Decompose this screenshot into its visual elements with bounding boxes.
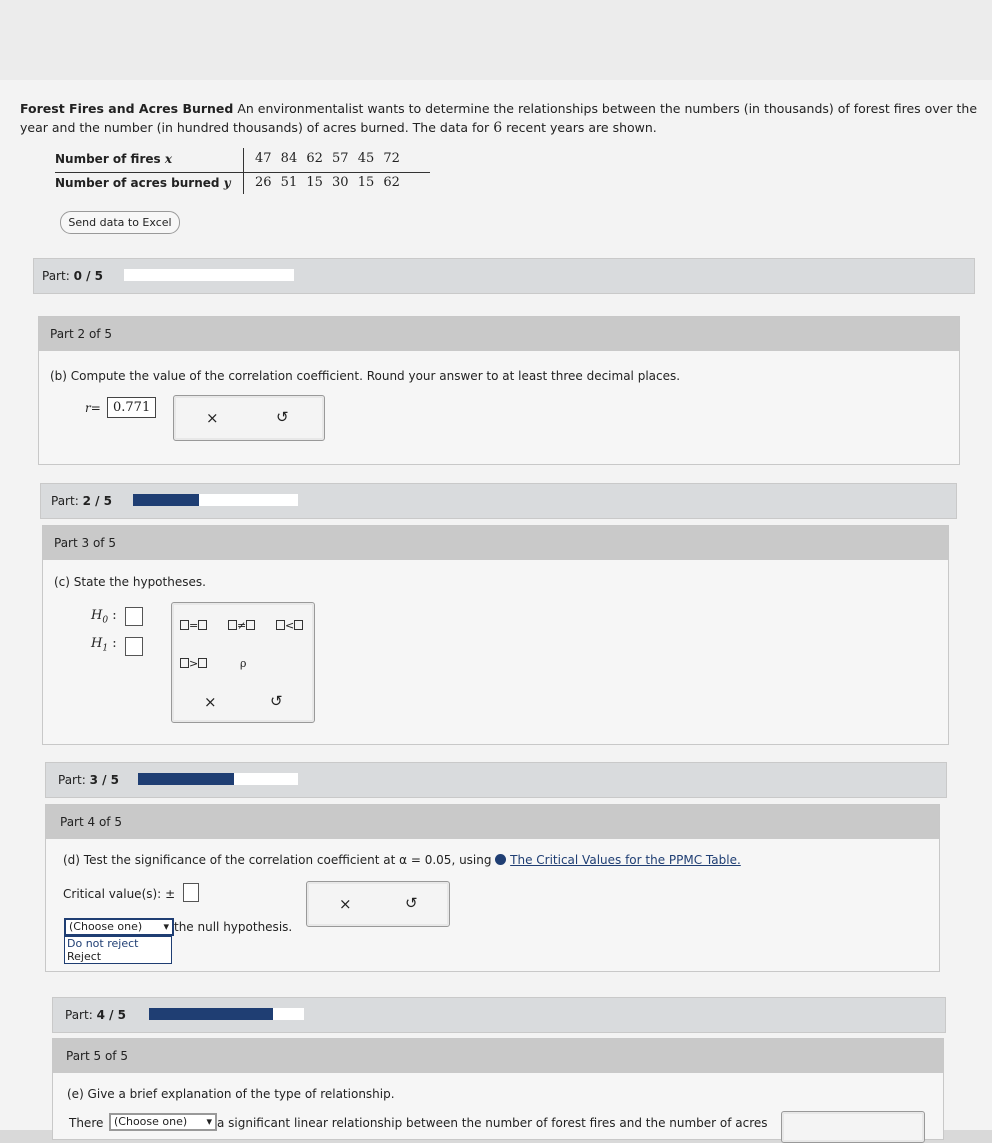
decision-suffix: the null hypothesis. bbox=[174, 920, 293, 934]
decision-select[interactable]: (Choose one) ▾ bbox=[64, 918, 174, 936]
h0-label: $H_0$ : bbox=[91, 608, 117, 626]
clear-icon[interactable]: × bbox=[339, 895, 352, 913]
send-to-excel-button[interactable]: Send data to Excel bbox=[60, 211, 180, 234]
part5-question: (e) Give a brief explanation of the type of relationship. bbox=[67, 1087, 395, 1101]
progress-track bbox=[149, 1008, 304, 1020]
progress-fill bbox=[133, 494, 199, 506]
critical-values-link[interactable]: The Critical Values for the PPMC Table. bbox=[510, 853, 741, 867]
problem-statement bbox=[20, 99, 980, 138]
problem-title: Forest Fires and Acres Burned bbox=[20, 101, 234, 116]
progress-track bbox=[133, 494, 298, 506]
part3-header: Part 3 of 5 bbox=[43, 526, 948, 560]
part4-header: Part 4 of 5 bbox=[46, 805, 939, 839]
greater-than-symbol-button[interactable]: > bbox=[180, 657, 207, 670]
relationship-select[interactable]: (Choose one) ▾ bbox=[109, 1113, 217, 1131]
h1-label: $H_1$ : bbox=[91, 636, 117, 654]
chevron-down-icon: ▾ bbox=[163, 920, 169, 933]
part3-symbol-palette bbox=[171, 602, 315, 723]
row1-values: 47 84 62 57 45 72 bbox=[255, 151, 400, 166]
row2-values: 26 51 15 30 15 62 bbox=[255, 175, 400, 190]
top-margin bbox=[0, 0, 992, 80]
part4-panel bbox=[45, 804, 940, 972]
progress-label: Part: 2 / 5 bbox=[51, 494, 112, 508]
progress-bar-part-2 bbox=[40, 483, 957, 519]
progress-label: Part: 4 / 5 bbox=[65, 1008, 126, 1022]
part3-panel bbox=[42, 525, 949, 745]
there-label: There bbox=[69, 1116, 104, 1130]
problem-intro-end: recent years are shown. bbox=[506, 120, 657, 135]
critical-value-label: Critical value(s): ± bbox=[63, 887, 176, 901]
clear-icon[interactable]: × bbox=[206, 409, 219, 427]
r-value-input[interactable]: 0.771 bbox=[107, 397, 156, 418]
part2-toolbox bbox=[173, 395, 325, 441]
part3-question: (c) State the hypotheses. bbox=[54, 575, 206, 589]
undo-icon[interactable]: ↺ bbox=[405, 894, 418, 912]
undo-icon[interactable]: ↺ bbox=[270, 692, 283, 710]
clear-icon[interactable]: × bbox=[204, 693, 217, 711]
h0-input[interactable] bbox=[125, 607, 143, 626]
part4-toolbox bbox=[306, 881, 450, 927]
chevron-down-icon: ▾ bbox=[206, 1115, 212, 1128]
option-reject[interactable]: Reject bbox=[67, 950, 102, 963]
progress-label: Part: 3 / 5 bbox=[58, 773, 119, 787]
row2-label: Number of acres burned y bbox=[55, 176, 231, 190]
info-icon bbox=[495, 854, 506, 865]
critical-value-input[interactable] bbox=[183, 883, 199, 902]
problem-intro: An environmentalist wants to determine the relationships between the numbers (in thousands) of forest fires over the year and the number (in hundred thousands) of acres burned. The data for bbox=[20, 101, 978, 135]
less-than-symbol-button[interactable]: < bbox=[276, 619, 303, 632]
option-do-not-reject[interactable]: Do not reject bbox=[67, 937, 139, 950]
rho-symbol-button[interactable]: ρ bbox=[240, 657, 247, 670]
progress-track bbox=[138, 773, 298, 785]
relationship-suffix: a significant linear relationship between the number of forest fires and the number of acres bbox=[217, 1116, 768, 1130]
progress-fill bbox=[149, 1008, 273, 1020]
problem-count: 6 bbox=[493, 120, 503, 136]
part5-header: Part 5 of 5 bbox=[53, 1039, 943, 1073]
r-label: r= bbox=[85, 401, 101, 415]
part5-panel bbox=[52, 1038, 944, 1140]
not-equals-symbol-button[interactable]: ≠ bbox=[228, 619, 255, 632]
progress-label: Part: 0 / 5 bbox=[42, 269, 103, 283]
part4-question: (d) Test the significance of the correlation coefficient at α = 0.05, using The Critical Values for the PPMC Table. bbox=[63, 853, 741, 867]
progress-bar-part-4 bbox=[52, 997, 946, 1033]
progress-bar-part-3 bbox=[45, 762, 947, 798]
progress-fill bbox=[138, 773, 234, 785]
part2-question: (b) Compute the value of the correlation coefficient. Round your answer to at least three decimal places. bbox=[50, 369, 681, 383]
row1-label: Number of fires x bbox=[55, 152, 172, 166]
progress-bar-part-0 bbox=[33, 258, 975, 294]
undo-icon[interactable]: ↺ bbox=[276, 408, 289, 426]
h1-input[interactable] bbox=[125, 637, 143, 656]
table-vertical-divider bbox=[243, 148, 244, 194]
equals-symbol-button[interactable]: = bbox=[180, 619, 207, 632]
part5-toolbox bbox=[781, 1111, 925, 1143]
decision-options-list bbox=[64, 936, 172, 964]
progress-track bbox=[124, 269, 294, 281]
part2-panel bbox=[38, 316, 960, 465]
part2-header: Part 2 of 5 bbox=[39, 317, 959, 351]
